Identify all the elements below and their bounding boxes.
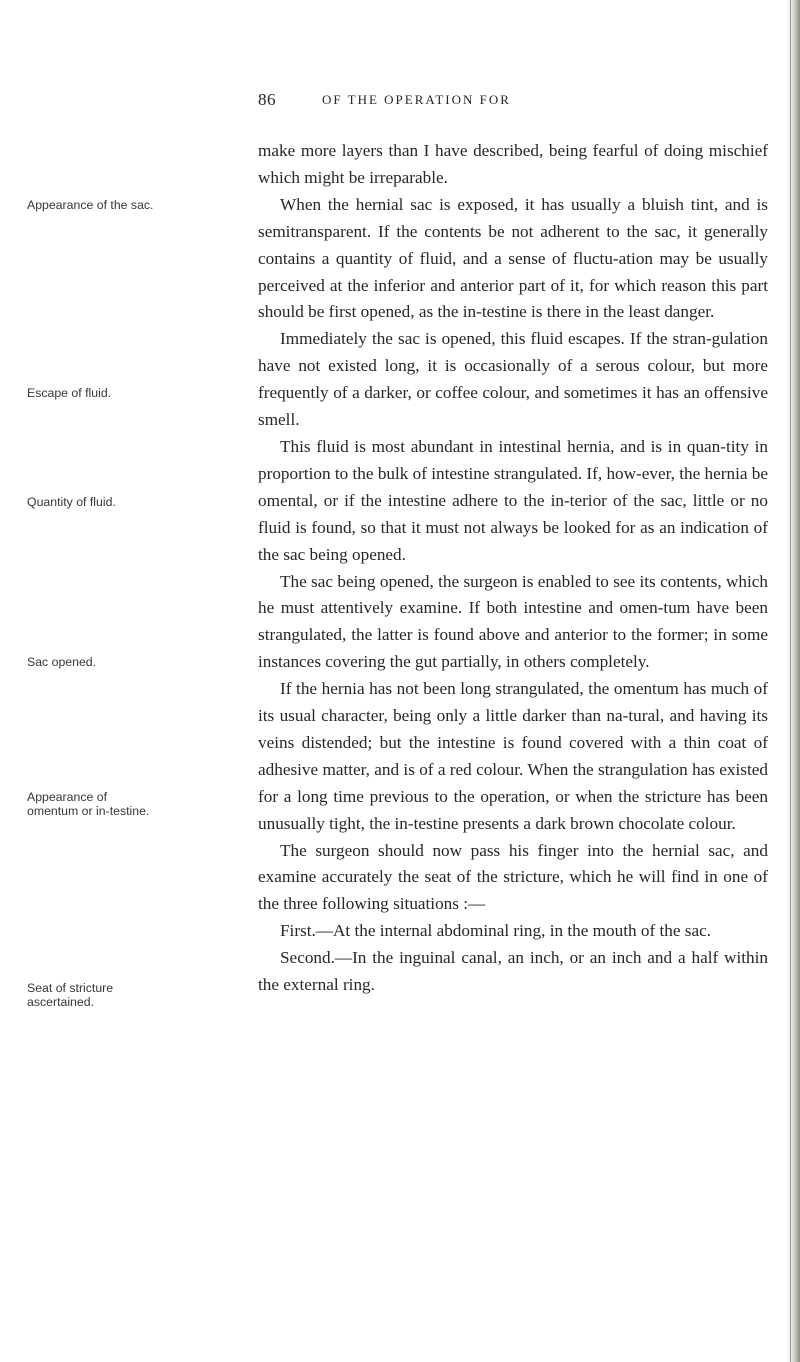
paragraph-escape-of-fluid: Immediately the sac is opened, this fluid escapes. If the stran-gulation have not existed long, it is occasionally of a serous colour, but more frequently of a darker, or coffee colour, and sometimes it has an offensive smell.: [258, 329, 768, 430]
side-note-sac-opened: Sac opened.: [27, 655, 97, 669]
running-head: [0, 90, 790, 114]
page-number: 86: [258, 90, 276, 109]
page-edge-shadow: [786, 0, 800, 1362]
paragraph-second-situation: Second.—In the inguinal canal, an inch, or an inch and a half within the external ring.: [258, 948, 768, 995]
side-note-escape-of-fluid: Escape of fluid.: [27, 386, 112, 400]
paragraph-continuation: make more layers than I have described, being fearful of doing mischief which might be irreparable.: [258, 141, 768, 187]
side-note-quantity-of-fluid: Quantity of fluid.: [27, 495, 116, 509]
paragraph-sac-opened: The sac being opened, the surgeon is enabled to see its contents, which he must attentively examine. If both intestine and omen-tum have been strangulated, the latter is found above and anterior to the former; in some instances covering the gut partially, in others completely.: [258, 571, 768, 672]
paragraph-appearance-of-omentum: If the hernia has not been long strangulated, the omentum has much of its usual character, being only a little darker than na-tural, and having its veins distended; but the intestine is found covered with a thin coat of adhesive matter, and is of a red colour. When the strangulation has existed for a long time previous to the operation, or when the stricture has been unusually tight, the in-testine presents a dark brown chocolate colour.: [258, 679, 768, 833]
side-note-appearance-of-sac: Appearance of the sac.: [27, 198, 154, 212]
body-text: [258, 138, 768, 999]
side-note-appearance-of-omentum: Appearance of omentum or in-testine.: [27, 790, 150, 818]
side-note-seat-of-stricture: Seat of stricture ascertained.: [27, 981, 114, 1009]
paragraph-first-situation: First.—At the internal abdominal ring, in the mouth of the sac.: [280, 921, 712, 941]
page-edge-line: [790, 0, 791, 1362]
paragraph-quantity-of-fluid: This fluid is most abundant in intestinal hernia, and is in quan-tity in proportion to the bulk of intestine strangulated. If, how-ever, the hernia be omental, or if the intestine adhere to the in-terior of the sac, little or no fluid is found, so that it must not always be looked for as an indication of the sac being opened.: [258, 436, 769, 564]
paragraph-seat-of-stricture: The surgeon should now pass his finger into the hernial sac, and examine accurately the seat of the stricture, which he will find in one of the three following situations :—: [258, 840, 768, 914]
paragraph-appearance-of-sac: When the hernial sac is exposed, it has usually a bluish tint, and is semitransparent. If the contents be not adherent to the sac, it generally contains a quantity of fluid, and a sense of fluctu-ation may be usually perceived at the inferior and anterior part of it, for which reason this part should be first opened, as the in-testine is there in the least danger.: [258, 194, 768, 322]
running-head-title: OF THE OPERATION FOR: [322, 92, 511, 107]
